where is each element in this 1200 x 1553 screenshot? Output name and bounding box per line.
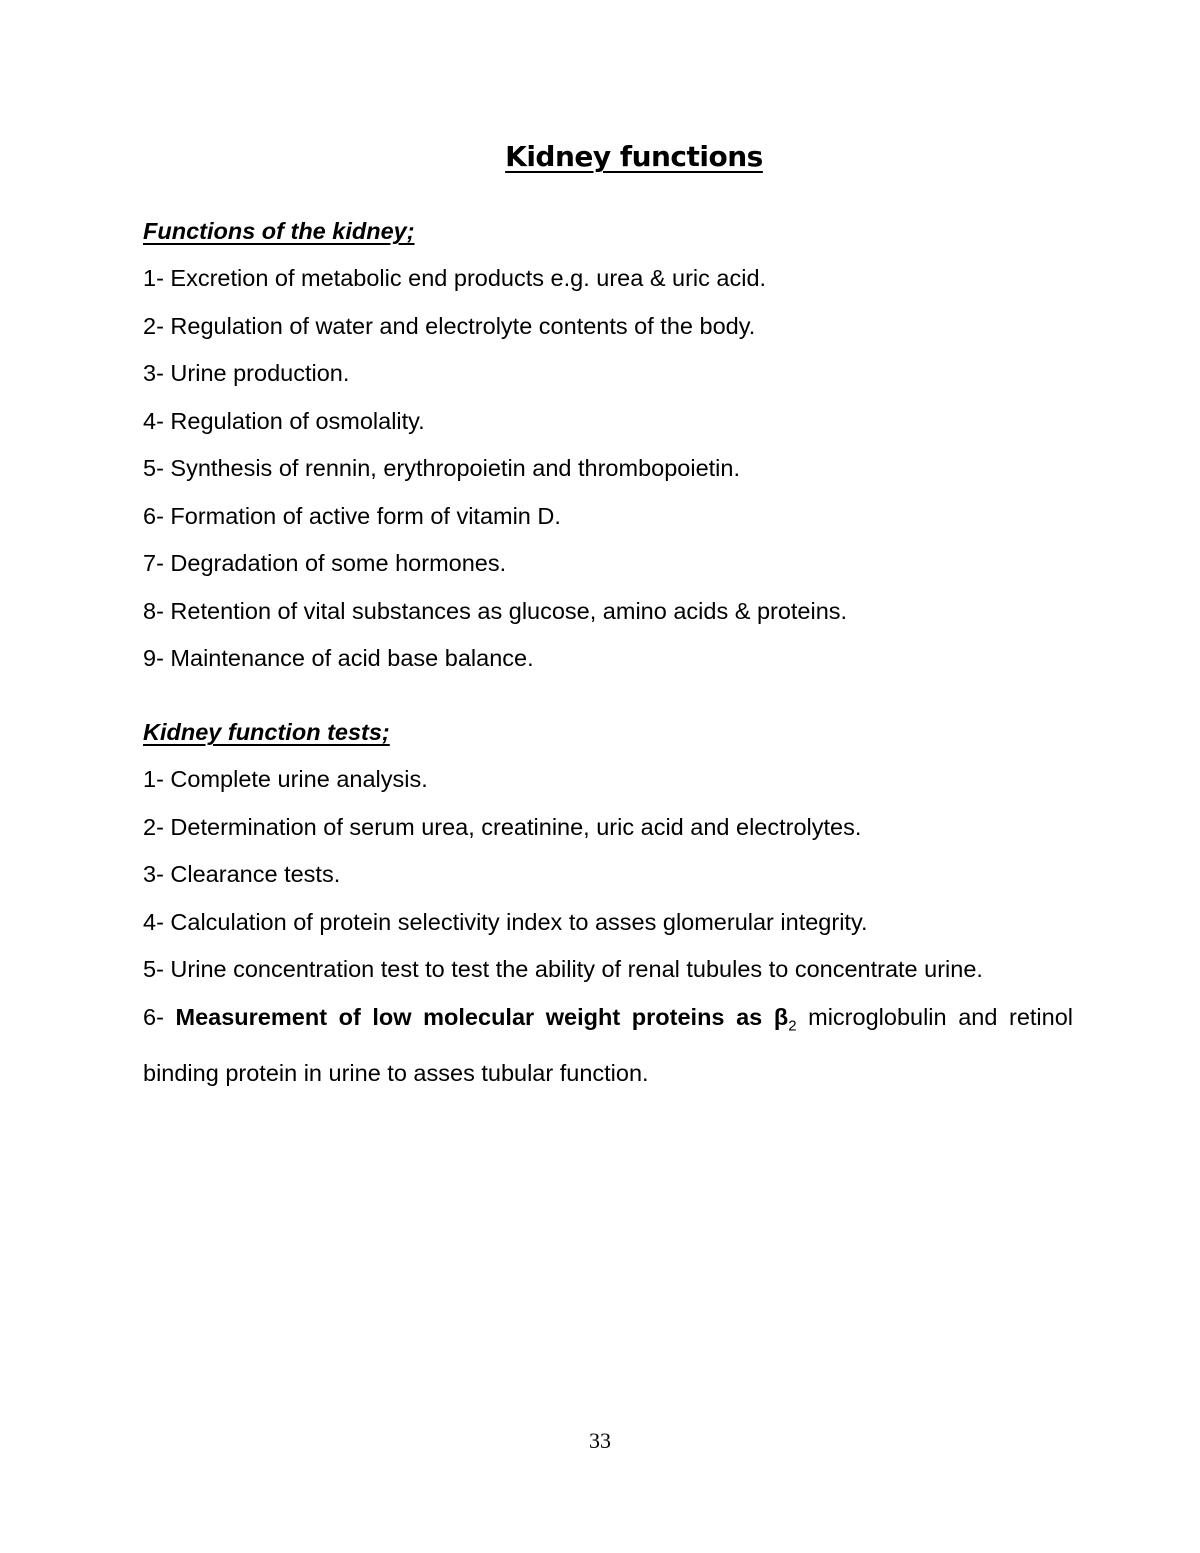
functions-list <box>143 255 1073 683</box>
list-item: 1- Complete urine analysis. <box>143 766 428 792</box>
functions-section <box>143 208 1073 683</box>
list-item: 2- Determination of serum urea, creatinine, uric acid and electrolytes. <box>143 813 862 840</box>
list-item: 4- Regulation of osmolality. <box>143 407 425 434</box>
list-item: 1- Excretion of metabolic end products e.g. urea & uric acid. <box>143 265 767 291</box>
functions-heading: Functions of the kidney; <box>143 218 415 244</box>
page-number: 33 <box>589 1428 611 1453</box>
list-item: 7- Degradation of some hormones. <box>143 550 507 576</box>
tests-section <box>143 709 1073 1097</box>
list-item: 5- Urine concentration test to test the ability of renal tubules to concentrate urine. <box>143 956 983 982</box>
list-item: 5- Synthesis of rennin, erythropoietin and thrombopoietin. <box>143 455 740 481</box>
list-item-measurement <box>143 994 1073 1098</box>
beta-subscript: 2 <box>788 1017 797 1035</box>
list-item: 2- Regulation of water and electrolyte contents of the body. <box>143 312 756 339</box>
list-item: 9- Maintenance of acid base balance. <box>143 645 534 671</box>
item-bold-text: Measurement of low molecular weight proteins as β <box>175 1003 789 1030</box>
tests-list <box>143 756 1073 1097</box>
item-prefix: 6- <box>143 1003 164 1030</box>
list-item: 3- Urine production. <box>143 360 350 386</box>
list-item: 3- Clearance tests. <box>143 861 341 887</box>
list-item: 4- Calculation of protein selectivity index to asses glomerular integrity. <box>143 908 868 935</box>
list-item: 8- Retention of vital substances as glucose, amino acids & proteins. <box>143 597 848 624</box>
page-title: Kidney functions <box>505 140 763 173</box>
tests-heading: Kidney function tests; <box>143 719 390 745</box>
item-rest-text: microglobulin and retinol binding protein in urine to asses tubular function. <box>143 1003 1074 1086</box>
list-item: 6- Formation of active form of vitamin D. <box>143 502 561 529</box>
